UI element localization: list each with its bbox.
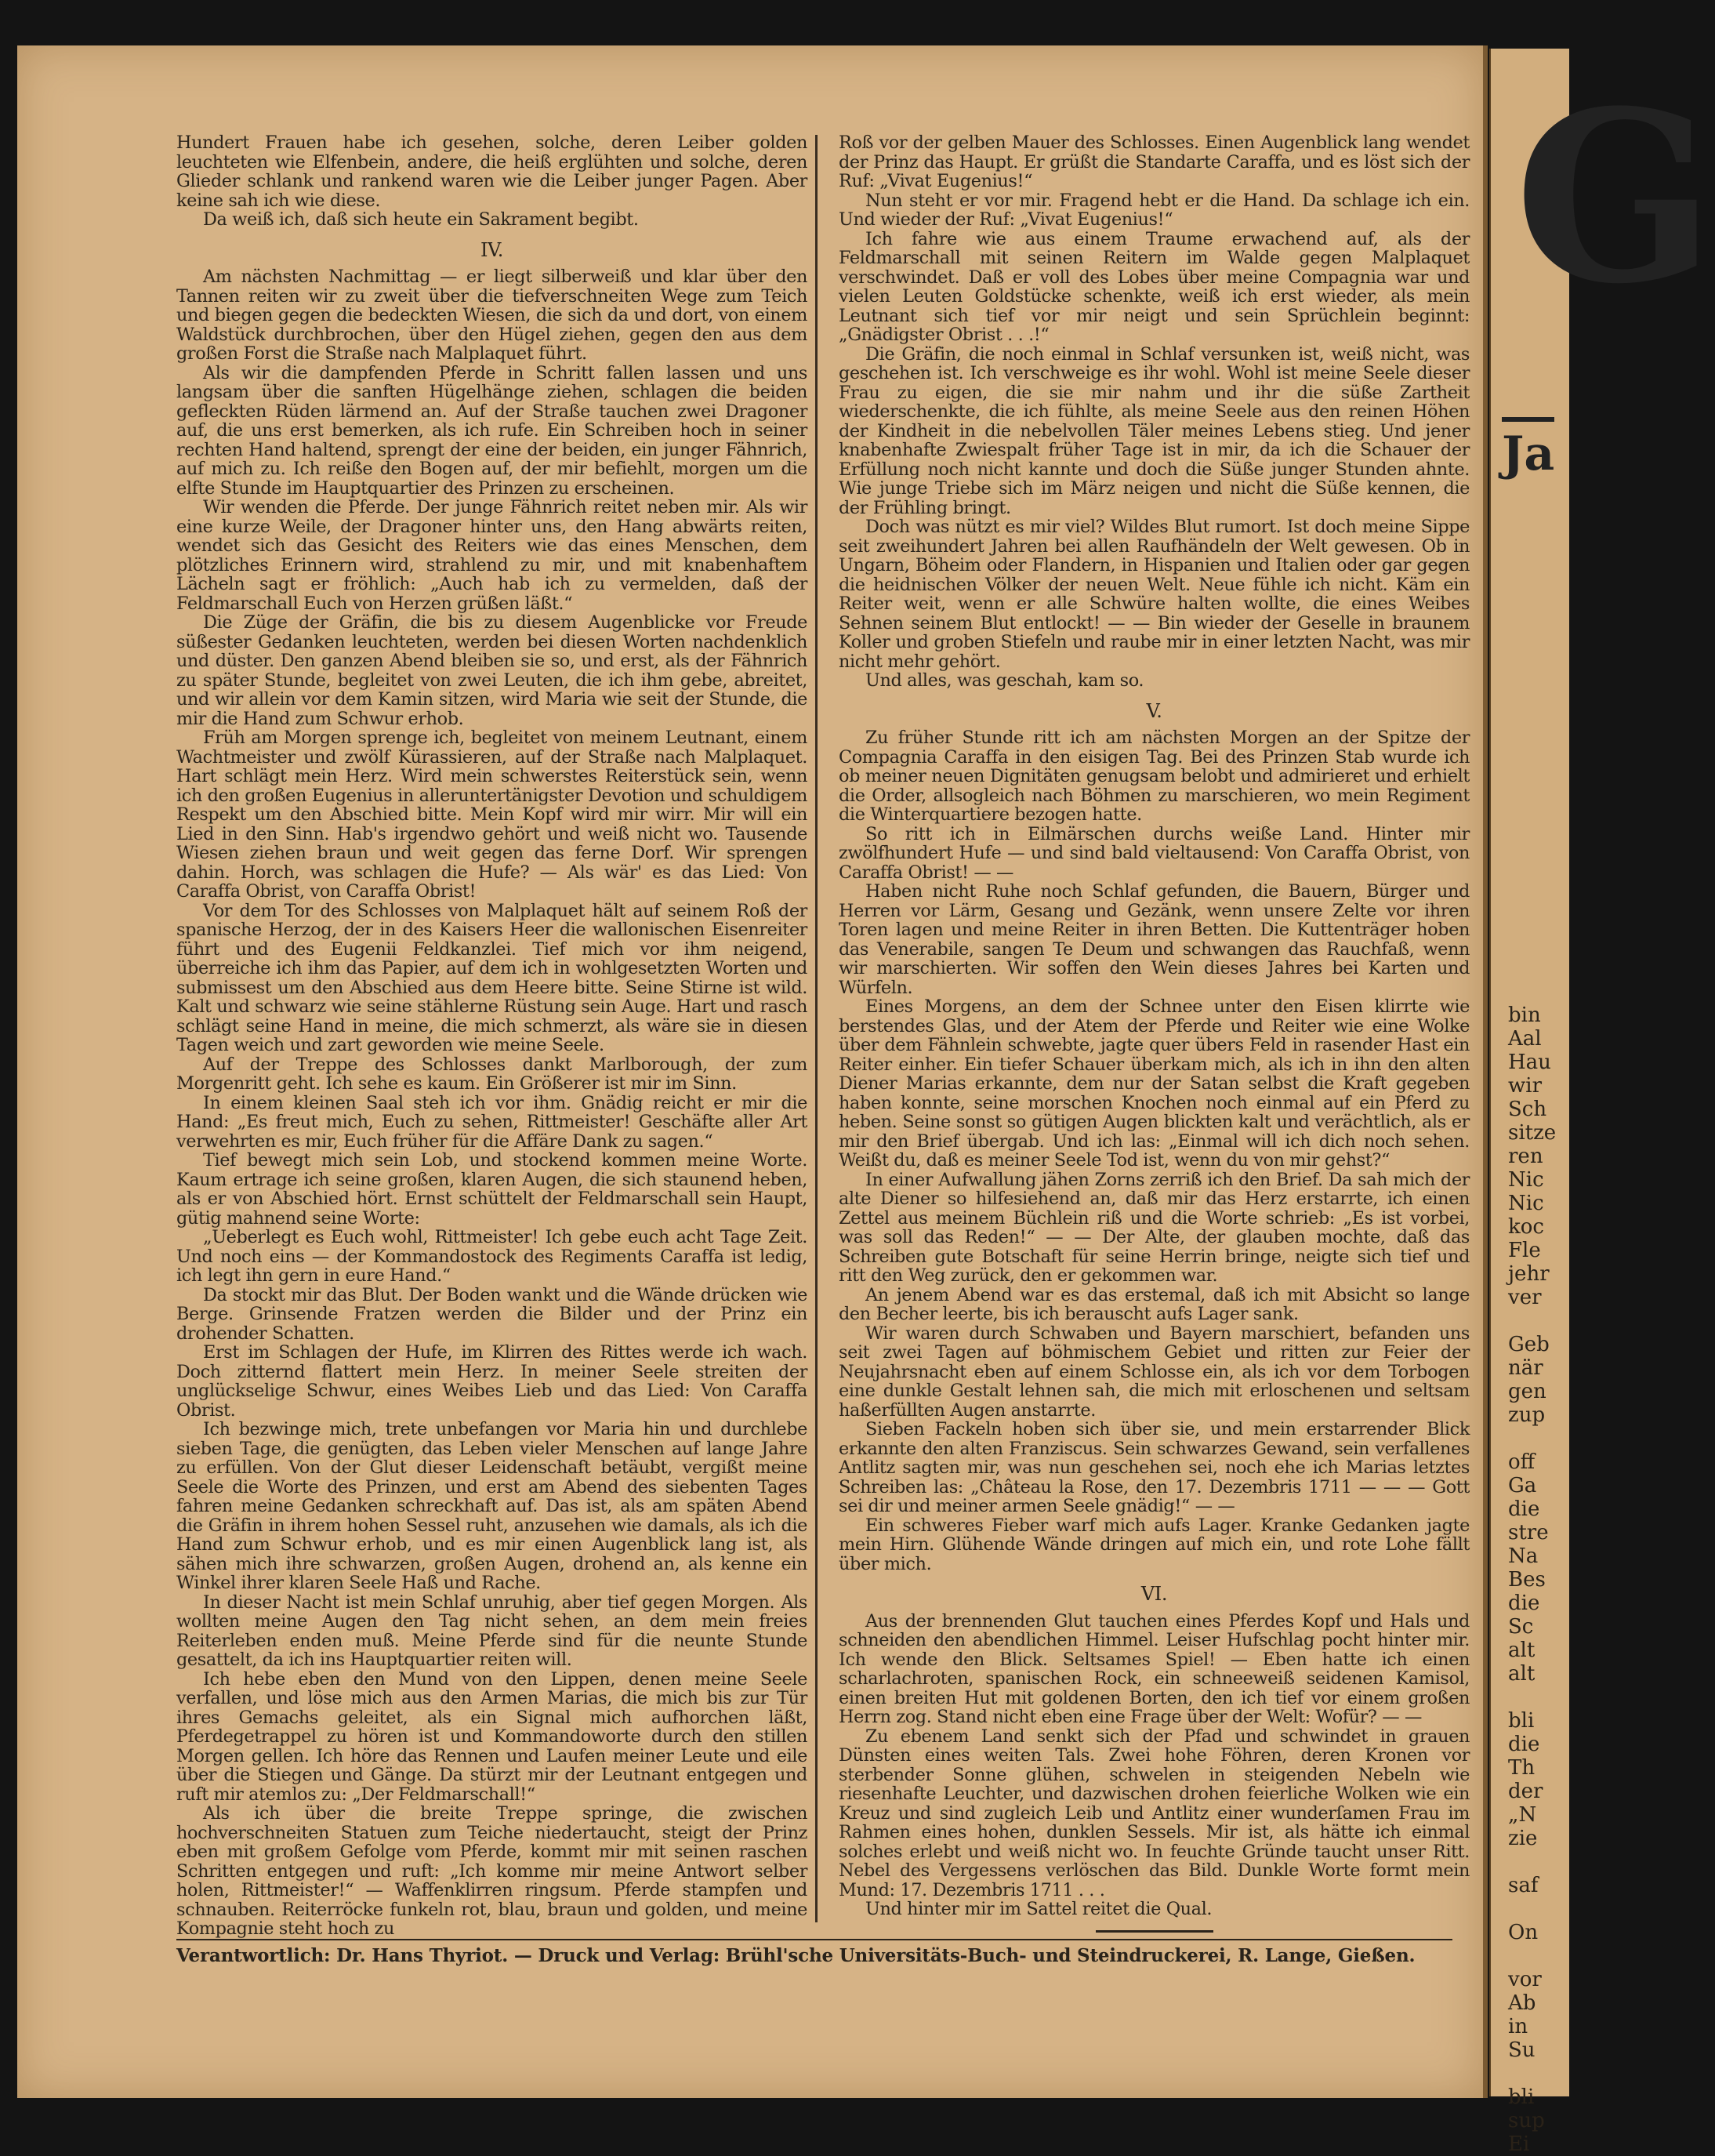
facing-fragment: bli: [1508, 1709, 1535, 1733]
facing-fragment: alt: [1508, 1662, 1536, 1686]
facing-fragment: koc: [1508, 1215, 1544, 1239]
text-column-right: [839, 133, 1470, 1933]
paragraph: Tief bewegt mich sein Lob, und stockend kommen meine Worte. Kaum ertrage ich seine großen, klaren Augen, die sich staunend heben, als er von Abschied hört. Ernst schüttelt der Feldmarschall sein Haupt, gütig mahnend seine Worte:: [176, 1150, 807, 1229]
facing-fragment: Ei: [1508, 2132, 1530, 2156]
paragraph: Erst im Schlagen der Hufe, im Klirren des Rittes werde ich wach. Doch zitternd flattert mein Herz. In meiner Seele streiten der unglückselige Schwur, eines Weibes Lieb und das Lied: Von Caraffa Obrist.: [176, 1342, 807, 1421]
paragraph: Haben nicht Ruhe noch Schlaf gefunden, die Bauern, Bürger und Herren vor Lärm, Gesang und Gezänk, wenn unsere Zelte vor ihren Toren lagen und meine Reiter in ihren Betten. Die Kuttenträger hoben das Venerabile, sangen Te Deum und schwangen das Rauchfaß, wenn wir marschierten. Wir soffen den Wein dieses Jahres bei Karten und Würfeln.: [839, 881, 1470, 998]
facing-fragment: bin: [1508, 1004, 1541, 1027]
facing-fragment: [1508, 1944, 1556, 1968]
paragraph: Ich hebe eben den Mund von den Lippen, denen meine Seele verfallen, und löse mich aus den Armen Marias, die mich bis zur Tür ihres Gemachs geleitet, als ein Signal mich aufhorchen läßt, Pferdegetrappel zu hören ist und Kommandoworte durch den stillen Morgen gellen. Ich höre das Rennen und Laufen meiner Leute und eile über die Stiegen und Gänge. Da stürzt mir der Leutnant entgegen und ruft mir atemlos zu: „Der Feldmarschall!“: [176, 1668, 807, 1805]
facing-fragment: [1508, 2062, 1556, 2085]
facing-fragment: zie: [1508, 1827, 1538, 1850]
paragraph: Ich bezwinge mich, trete unbefangen vor Maria hin und durchlebe sieben Tage, die genügten, das Leben vieler Menschen auf lange Jahre zu erfüllen. Von der Glut dieser Leidenschaft betäubt, vergißt meine Seele die Worte des Prinzen, und erst am Abend des siebenten Tages fahren meine Gedanken schreckhaft auf. Das ist, als am späten Abend die Gräfin in ihrem hohen Sessel ruht, anzusehen wie damals, als ich die Hand zum Schwur erhob, und es mir einen Augenblick lang ist, als sähen mich ihre schwarzen, großen Augen, drohend an, als kenne ein Winkel ihrer klaren Seele Haß und Rache.: [176, 1419, 807, 1593]
facing-fragment: wir: [1508, 1074, 1542, 1098]
facing-fragment: Sc: [1508, 1615, 1534, 1639]
paragraph: Da stockt mir das Blut. Der Boden wankt und die Wände drücken wie Berge. Grinsende Fratzen werden die Bilder und der Prinz ein drohender Schatten.: [176, 1284, 807, 1344]
paragraph: Als ich über die breite Treppe springe, die zwischen hochverschneiten Statuen zum Teiche niedertaucht, steigt der Prinz eben mit großem Gefolge vom Pferde, kommt mir mit seinen raschen Schritten entgegen und ruft: „Ich komme mir meine Antwort selber holen, Rittmeister!“ — Waffenklirren ringsum. Pferde stampfen und schnauben. Reiterröcke funkeln rot, blau, braun und golden, und meine Kompagnie steht hoch zu: [176, 1803, 807, 1939]
paragraph: In dieser Nacht ist mein Schlaf unruhig, aber tief gegen Morgen. Als wollten meine Augen den Tag nicht sehen, an dem mein freies Reiterleben enden muß. Meine Pferde sind für die neunte Stunde gesattelt, da ich ins Hauptquartier reiten will.: [176, 1592, 807, 1670]
facing-fragment: Nic: [1508, 1168, 1544, 1192]
section-heading: IV.: [480, 238, 504, 261]
facing-fragment: der: [1508, 1780, 1543, 1803]
paragraph: Wir waren durch Schwaben und Bayern marschiert, befanden uns seit zwei Tagen auf böhmischem Gebiet und ritten zur Feier der Neujahrsnacht eben auf einem Schlosse ein, als ich vor dem Torbogen eine dunkle Gestalt lehnen sah, die mich mit erloschenen und seltsam haßerfüllten Augen anstarrte.: [839, 1323, 1470, 1421]
paragraph: Zu ebenem Land senkt sich der Pfad und schwindet in grauen Dünsten eines weiten Tals. Zwei hohe Föhren, deren Kronen vor sterbender Sonne glühen, schwelen in steigenden Nebeln wie riesenhafte Leuchter, und dazwischen drohen feierliche Wolken wie ein Kreuz und sind zugleich Leib und Antlitz einer wunderſamen Frau im Rahmen eines hohen, dunklen Sessels. Mir ist, als hätte ich einmal solches erlebt und weiß nicht wo. In feuchte Gründe taucht unser Ritt. Nebel des Vergessens verlöschen das Bild. Dunkle Worte formt mein Mund: 17. Dezembris 1711 . . .: [839, 1726, 1470, 1900]
facing-fragment: in: [1508, 2015, 1528, 2038]
facing-fragment: die: [1508, 1592, 1540, 1615]
paragraph: Vor dem Tor des Schlosses von Malplaquet hält auf seinem Roß der spanische Herzog, der in des Kaisers Heer die wallonischen Eisenreiter führt und des Eugenii Feldkanzlei. Tief mich vor ihm neigend, überreiche ich ihm das Papier, auf dem ich in wohlgesetzten Worten und submissest um den Abschied aus dem Heere bitte. Seine Stirne ist wild. Kalt und schwarz wie seine stählerne Rüstung sein Auge. Hart und rasch schlägt seine Hand in meine, die mich schmerzt, als wäre sie in diesen Tagen weich und zart geworden wie meine Seele.: [176, 900, 807, 1055]
paragraph: Wir wenden die Pferde. Der junge Fähnrich reitet neben mir. Als wir eine kurze Weile, der Dragoner hinter uns, den Hang abwärts reiten, wendet sich das Gesicht des Reiters wie das eines Menschen, dem plötzliches Erinnern wird, strahlend zu mir, und mit knabenhaftem Lächeln sagt er fröhlich: „Auch hab ich zu vermelden, daß der Feldmarschall Euch von Herzen grüßen läßt.“: [176, 497, 807, 614]
facing-fragment: vor: [1508, 1968, 1542, 1991]
facing-fragment: On: [1508, 1921, 1539, 1944]
facing-fragment: Na: [1508, 1544, 1539, 1568]
facing-fragment: gen: [1508, 1380, 1546, 1403]
facing-fragment: när: [1508, 1356, 1543, 1380]
facing-fragment: off: [1508, 1450, 1536, 1474]
facing-fragment: [1508, 1309, 1556, 1333]
facing-fragment: Aal: [1508, 1027, 1542, 1051]
paragraph: Aus der brennenden Glut tauchen eines Pferdes Kopf und Hals und schneiden den abendlichen Himmel. Leiser Hufschlag pocht hinter mir. Ich wende den Blick. Seltsames Spiel! — Eben hatte ich einen scharlachroten, spanischen Rock, ein schneeweiß seidenen Kamisol, einen breiten Hut mit goldenen Borten, den ich tief vor einem großen Herrn zog. Stand nicht eben eine Frage über der Welt: Wofür? — —: [839, 1610, 1470, 1727]
facing-fragment: [1508, 1850, 1556, 1874]
paragraph: Früh am Morgen sprenge ich, begleitet von meinem Leutnant, einem Wachtmeister und zwölf Kürassieren, auf der Straße nach Malplaquet. Hart schlägt mein Herz. Wird mein schwerstes Reiterstück sein, wenn ich den großen Eugenius in alleruntertänigster Devotion und schuldigem Respekt um den Abschied bitte. Mein Kopf wird mir wirr. Mir will ein Lied in den Sinn. Hab's irgendwo gehört und weiß nicht wo. Tausende Wiesen ziehen braun und weit gegen das ferne Dorf. Wir sprengen dahin. Horch, was schlagen die Hufe? — Als wär' es das Lied: Von Caraffa Obrist, von Caraffa Obrist!: [176, 728, 807, 902]
paragraph: An jenem Abend war es das erstemal, daß ich mit Absicht so lange den Becher leerte, bis ich berauscht aufs Lager sank.: [839, 1284, 1470, 1324]
facing-fragment: zup: [1508, 1403, 1546, 1427]
facing-fragment: alt: [1508, 1639, 1536, 1662]
section-heading: V.: [1146, 699, 1162, 722]
paragraph: Am nächsten Nachmittag — er liegt silberweiß und klar über den Tannen reiten wir zu zweit über die tiefverschneiten Wege zum Teich und biegen gegen die bedeckten Wiesen, die sich da und dort, von einem Waldstück durchbrochen, über den Hügel ziehen, gegen den aus dem großen Forst die Straße nach Malplaquet führt.: [176, 267, 807, 364]
facing-fragment: [1508, 1427, 1556, 1450]
facing-masthead: Ja: [1502, 417, 1554, 481]
facing-fragment: stre: [1508, 1521, 1549, 1544]
end-rule: [1096, 1930, 1213, 1933]
facing-initial: G: [1514, 59, 1715, 336]
paragraph: Ich fahre wie aus einem Traume erwachend auf, als der Feldmarschall mit seinen Reitern im Walde gegen Malplaquet verschwindet. Daß er voll des Lobes über meine Compagnia war und vielen Leuten Goldstücke schenkte, weiß ich erst wieder, als mein Leutnant sich tief vor mir neigt und sein Sprüchlein beginnt: „Gnädigster Obrist . . .!“: [839, 228, 1470, 345]
facing-fragment: Geb: [1508, 1333, 1550, 1356]
imprint-footer: Verantwortlich: Dr. Hans Thyriot. — Druck und Verlag: Brühl'sche Universitäts-Buch- und Steindruckerei, R. Lange, Gießen.: [176, 1939, 1452, 1966]
facing-fragment: die: [1508, 1733, 1540, 1756]
facing-fragment: ren: [1508, 1145, 1543, 1168]
facing-fragment: bli: [1508, 2085, 1535, 2109]
paragraph: Die Gräfin, die noch einmal in Schlaf versunken ist, weiß nicht, was geschehen ist. Ich verschweige es ihr wohl. Wohl ist meine Seele dieser Frau zu eigen, die sie mir nahm und ihr die süße Zartheit wiederschenkte, die ich fühlte, als meine Seele aus den reinen Höhen der Kindheit in die nebelvollen Täler meines Lebens stieg. Und jener knabenhafte Zwiespalt früher Tage ist in mir, da ich die Schauer der Erfüllung noch nicht kannte und doch die Süße junger Stunden ahnte. Wie junge Triebe sich im März neigen und nicht die Süße kennen, die der Frühling bringt.: [839, 343, 1470, 518]
facing-fragment: Sch: [1508, 1098, 1547, 1121]
facing-fragment: „N: [1508, 1803, 1537, 1827]
facing-fragment: Th: [1508, 1756, 1536, 1780]
paragraph: Roß vor der gelben Mauer des Schlosses. Einen Augenblick lang wendet der Prinz das Haupt. Er grüßt die Standarte Caraffa, und es löst sich der Ruf: „Vivat Eugenius!“: [839, 132, 1470, 191]
facing-fragment: Hau: [1508, 1051, 1551, 1074]
facing-fragment: sitze: [1508, 1121, 1557, 1145]
facing-fragment: Su: [1508, 2038, 1536, 2062]
paragraph: Und hinter mir im Sattel reitet die Qual.: [865, 1899, 1213, 1919]
facing-fragment: [1508, 1897, 1556, 1921]
paragraph: Als wir die dampfenden Pferde in Schritt fallen lassen und uns langsam über die sanften Hügelhänge ziehen, schlagen die beiden gefleckten Rüden lärmend an. Auf der Straße tauchen zwei Dragoner auf, die uns erst bemerken, als ich rufe. Ein Schreiben hoch in seiner rechten Hand haltend, sprengt der eine der beiden, ein junger Fähnrich, auf mich zu. Ich reiße den Bogen auf, der mir befiehlt, morgen um die elfte Stunde im Hauptquartier des Prinzen zu erscheinen.: [176, 362, 807, 499]
facing-fragment: Ga: [1508, 1474, 1537, 1497]
facing-fragment: [1508, 1686, 1556, 1709]
paragraph: Auf der Treppe des Schlosses dankt Marlborough, der zum Morgenritt geht. Ich sehe es kaum. Ein Größerer ist mir im Sinn.: [176, 1054, 807, 1094]
facing-fragment: die: [1508, 1497, 1540, 1521]
facing-fragment: Ab: [1508, 1991, 1536, 2015]
paragraph: So ritt ich in Eilmärschen durchs weiße Land. Hinter mir zwölfhundert Hufe — und sind bald vieltausend: Von Caraffa Obrist, von Caraffa Obrist! — —: [839, 823, 1470, 883]
paragraph: „Ueberlegt es Euch wohl, Rittmeister! Ich gebe euch acht Tage Zeit. Und noch eins — der Kommandostock des Regiments Caraffa ist ledig, ich legt ihn gern in eure Hand.“: [176, 1227, 807, 1286]
facing-fragment: jehr: [1508, 1262, 1550, 1286]
facing-fragment: Fle: [1508, 1239, 1541, 1262]
facing-fragment: sup: [1508, 2109, 1545, 2132]
paragraph: Sieben Fackeln hoben sich über sie, und mein erstarrender Blick erkannte den alten Franziscus. Sein schwarzes Gewand, sein verfallenes Antlitz sagten mir, was nun geschehen sei, noch ehe ich Marias letztes Schreiben las: „Château la Rose, den 17. Dezembris 1711 — — — Gott sei dir und meiner armen Seele gnädig!“ — —: [839, 1419, 1470, 1516]
paragraph: Da weiß ich, daß sich heute ein Sakrament begibt.: [203, 209, 639, 230]
paragraph: Eines Morgens, an dem der Schnee unter den Eisen klirrte wie berstendes Glas, und der Atem der Pferde und Reiter wie eine Wolke über dem Fähnlein schwebte, jagte quer übers Feld in rasender Hast ein Reiter einher. Ein tiefer Schauer überkam mich, als ich in ihn den alten Diener Marias erkannte, dem nur der Satan selbst die Kraft gegeben haben konnte, seine morschen Knochen noch einmal auf ein Pferd zu heben. Seine sonst so gütigen Augen blickten kalt und verächtlich, als er mir den Brief übergab. Und ich las: „Einmal will ich dich noch sehen. Weißt du, daß es meiner Seele Tod ist, wenn du von mir gehst?“: [839, 996, 1470, 1171]
paragraph: Hundert Frauen habe ich gesehen, solche, deren Leiber golden leuchteten wie Elfenbein, andere, die heiß erglühten und solche, deren Glieder schlank und rankend waren wie die Leiber junger Pagen. Aber keine sah ich wie diese.: [176, 132, 807, 211]
paragraph: Und alles, was geschah, kam so.: [865, 670, 1144, 691]
facing-text-fragments: [1508, 1004, 1556, 2156]
paragraph: Doch was nützt es mir viel? Wildes Blut rumort. Ist doch meine Sippe seit zweihundert Jahren bei allen Raufhändeln der Welt gewesen. Ob in Ungarn, Böheim oder Flandern, in Hispanien und Italien oder gar gegen die heidnischen Völker der neuen Welt. Neue fühle ich nicht. Käm ein Reiter weit, wenn er alle Schwüre halten wollte, die eines Weibes Sehnen seinem Blut entlockt! — — Bin wieder der Geselle in braunem Koller und groben Stiefeln und raube mir in einer letzten Nacht, was mir nicht mehr gehört.: [839, 517, 1470, 672]
facing-fragment: Bes: [1508, 1568, 1546, 1592]
paragraph: Zu früher Stunde ritt ich am nächsten Morgen an der Spitze der Compagnia Caraffa in den eisigen Tag. Bei des Prinzen Stab wurde ich ob meiner neuen Dignitäten genugsam belobt und admirieret und erhielt die Order, allsogleich nach Böhmen zu marschieren, wo mein Regiment die Winterquartiere bezogen hatte.: [839, 728, 1470, 825]
column-divider: [815, 135, 818, 1922]
facing-fragment: Nic: [1508, 1192, 1544, 1215]
paragraph: Ein schweres Fieber warf mich aufs Lager. Kranke Gedanken jagte mein Hirn. Glühende Wände dringen auf mich ein, und rote Lohe fällt über mich.: [839, 1515, 1470, 1574]
paragraph: Nun steht er vor mir. Fragend hebt er die Hand. Da schlage ich ein. Und wieder der Ruf: „Vivat Eugenius!“: [839, 190, 1470, 230]
facing-fragment: ver: [1508, 1286, 1542, 1309]
paragraph: In einer Aufwallung jähen Zorns zerriß ich den Brief. Da sah mich der alte Diener so hilfesiehend an, daß mir das Herz erstarrte, ich einen Zettel aus meinem Büchlein riß und die Worte schrieb: „Es ist vorbei, was soll das Reden!“ — — Der Alte, der glauben mochte, daß das Schreiben gute Botschaft für seine Herrin bringe, neigte sich tief und ritt den Weg zurück, den er gekommen war.: [839, 1169, 1470, 1286]
paragraph: In einem kleinen Saal steh ich vor ihm. Gnädig reicht er mir die Hand: „Es freut mich, Euch zu sehen, Rittmeister! Geschäfte aller Art verwehrten es mir, Euch früher für die Affäre Dank zu sagen.“: [176, 1092, 807, 1152]
text-column-left: [176, 133, 807, 1939]
facing-fragment: saf: [1508, 1874, 1539, 1897]
facing-page-edge: [1489, 49, 1715, 2156]
paragraph: Die Züge der Gräfin, die bis zu diesem Augenblicke vor Freude süßester Gedanken leuchteten, werden bei diesen Worten nachdenklich und düster. Den ganzen Abend bleiben sie so, und erst, als der Fähnrich zu später Stunde, begleitet von zwei Leuten, die ich ihm gebe, abreitet, und wir allein vor dem Kamin sitzen, wird Maria wie seit der Stunde, die mir die Hand zum Schwur erhob.: [176, 612, 807, 729]
section-heading: VI.: [1140, 1583, 1168, 1605]
